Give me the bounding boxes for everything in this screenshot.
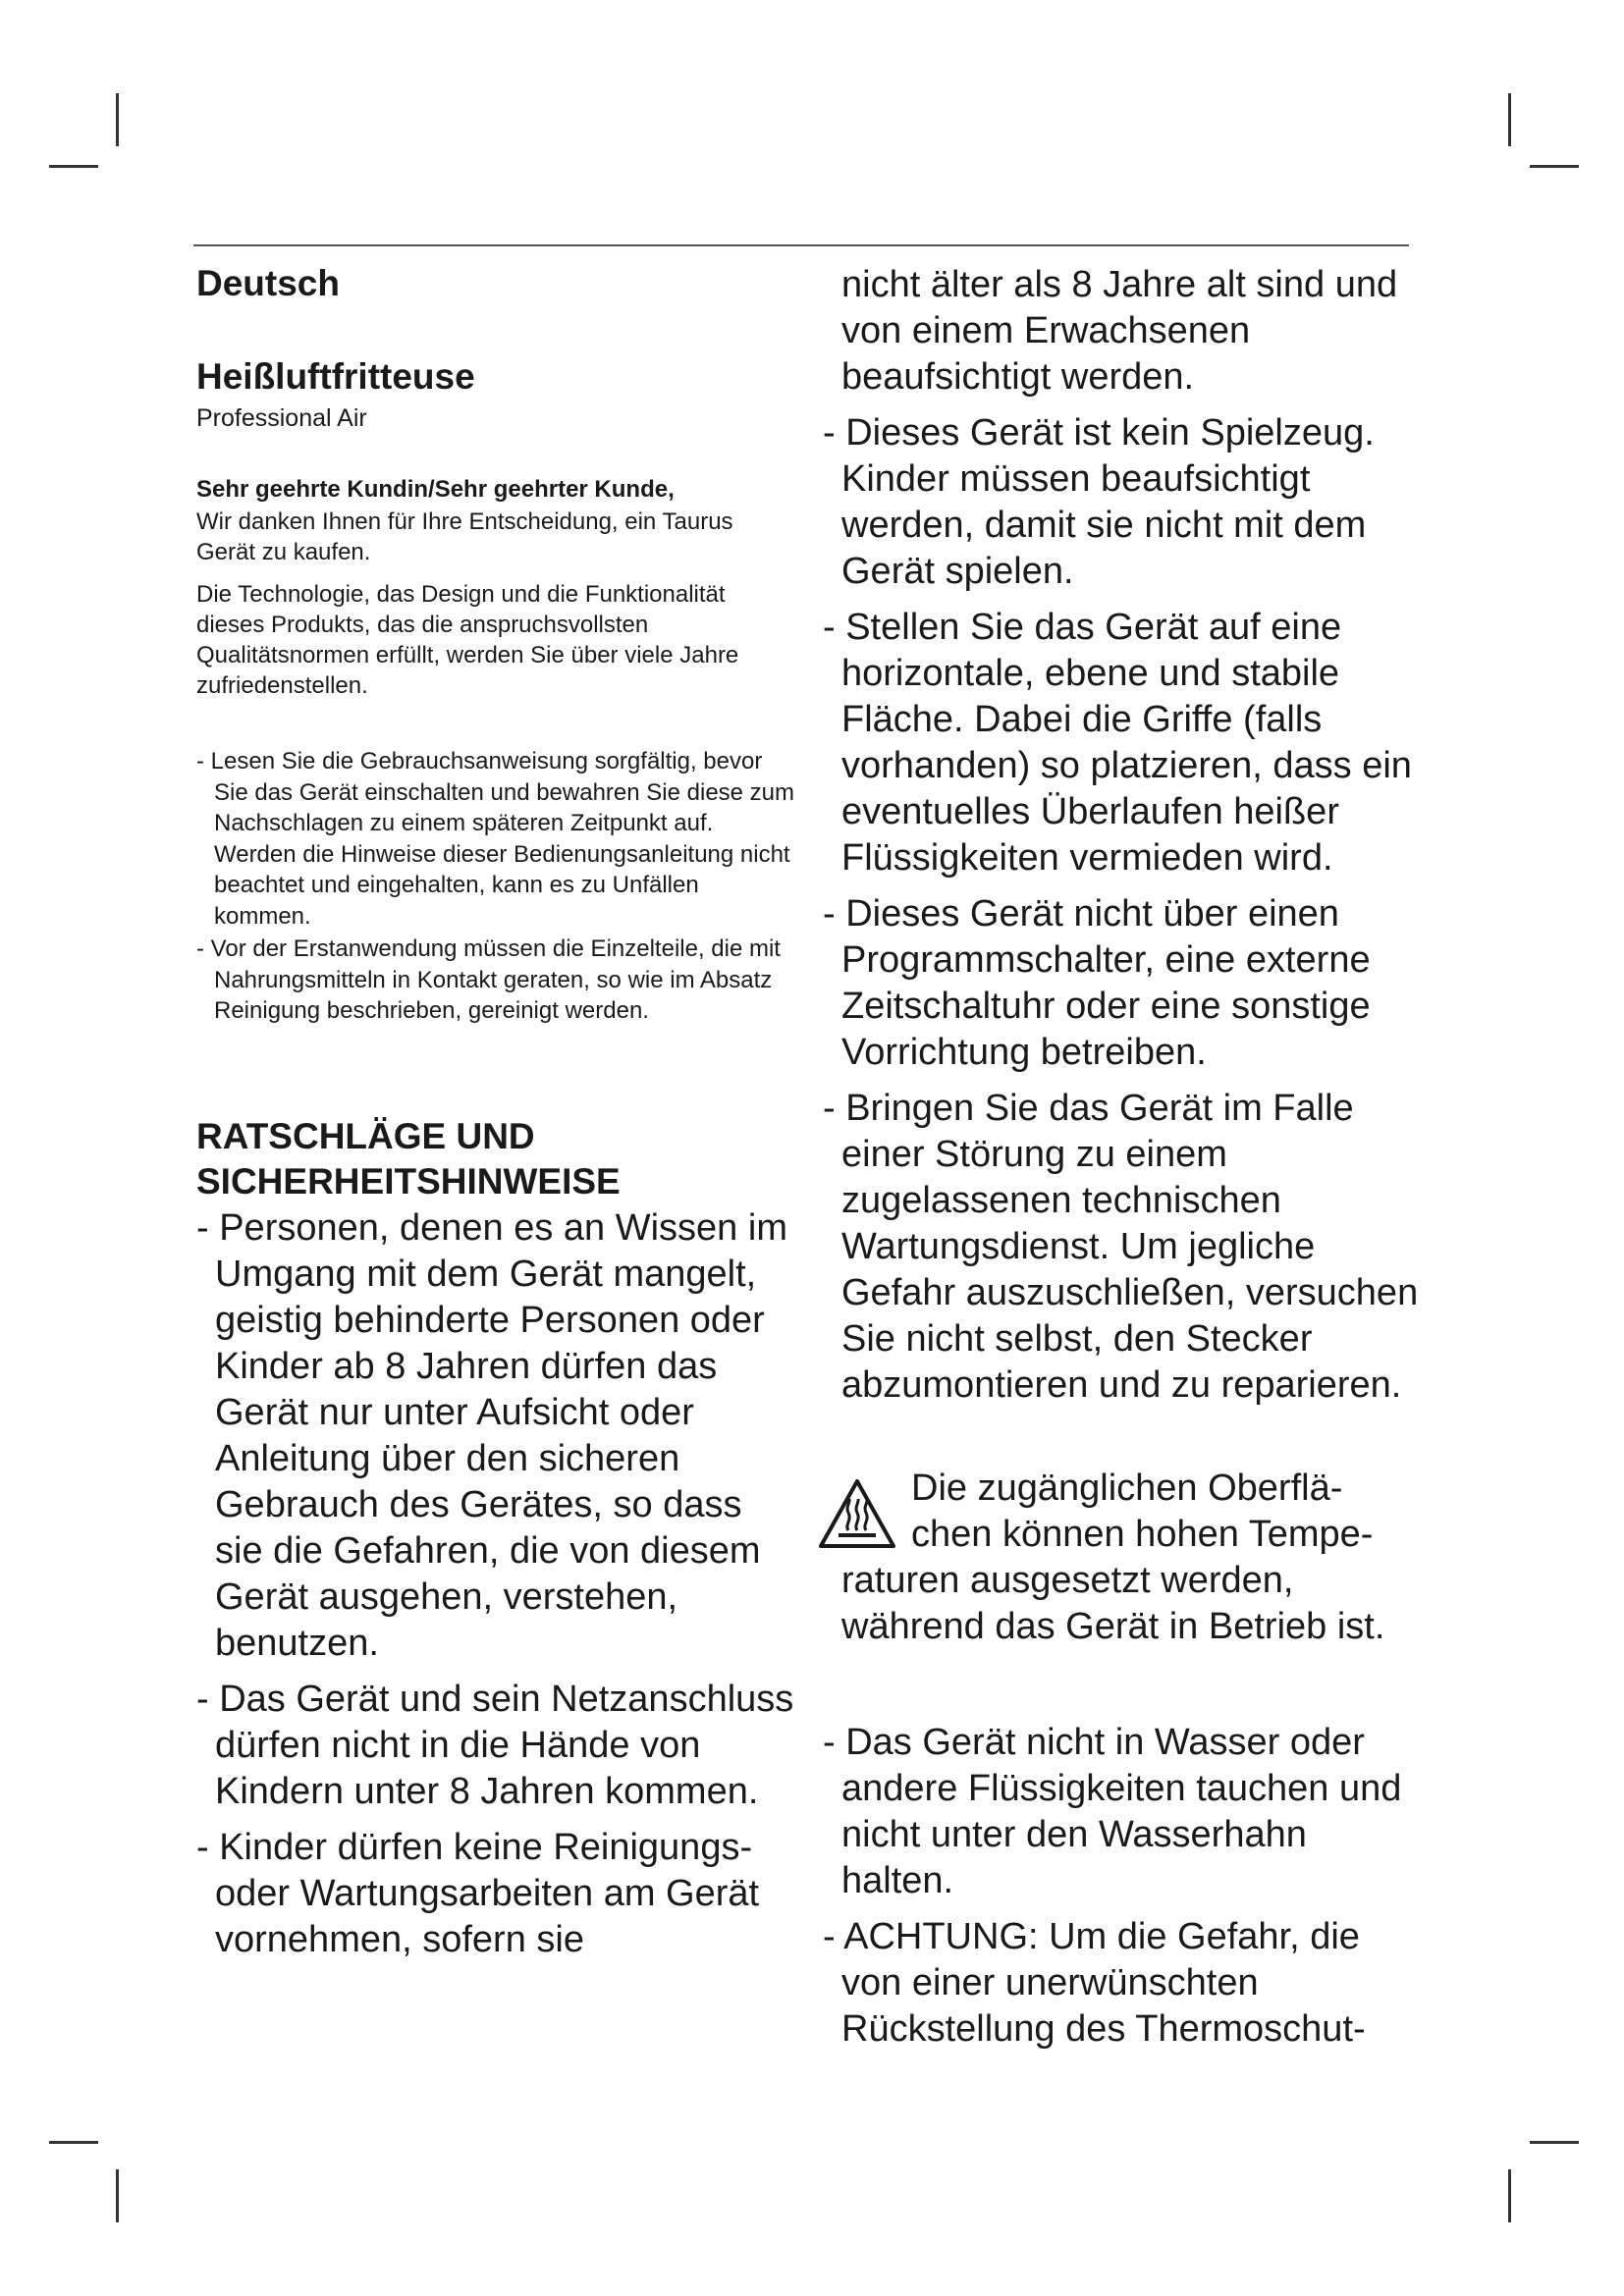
hot-surface-warning xyxy=(823,1466,1424,1650)
list-item: - Vor der Erstanwendung müssen die Einzelteile, die mit Nahrungsmitteln in Kontakt geraten, so wie im Absatz Reinigung beschrieben, gereinigt werden. xyxy=(196,935,781,1024)
list-item: - Stellen Sie das Gerät auf eine horizontale, ebene und stabile Fläche. Dabei die Griffe (falls vorhanden) so platzieren, dass ein eventuelles Überlaufen heißer Flüssigkeiten vermieden wird. xyxy=(823,607,1412,879)
crop-mark xyxy=(116,2169,119,2222)
safety-list-right xyxy=(823,262,1424,1418)
list-item: - Kinder dürfen keine Reinigungs- oder Wartungsarbeiten am Gerät vornehmen, sofern sie xyxy=(196,1827,760,1960)
safety-list-right-continued xyxy=(823,1720,1424,2062)
list-item: - Lesen Sie die Gebrauchsanweisung sorgfältig, bevor Sie das Gerät einschalten und bewahren Sie diese zum Nachschlagen zu einem späteren Zeitpunkt auf. Werden die Hinweise dieser Bedienungsanleitung nicht beachtet und eingehalten, kann es zu Unfällen kommen. xyxy=(196,748,795,930)
warning-line: raturen ausgesetzt werden, während das Gerät in Betrieb ist. xyxy=(841,1560,1385,1647)
greeting: Sehr geehrte Kundin/Sehr geehrter Kunde, xyxy=(196,476,675,503)
hot-surface-warning-icon xyxy=(817,1477,897,1550)
warning-text xyxy=(823,1466,1424,1650)
warning-line: Die zugänglichen Oberflä- xyxy=(911,1468,1343,1509)
crop-mark xyxy=(49,165,98,168)
crop-mark xyxy=(1530,2141,1579,2144)
section-title: RATSCHLÄGE UND SICHERHEITSHINWEISE xyxy=(196,1116,621,1201)
crop-mark xyxy=(1508,2169,1511,2222)
crop-mark xyxy=(116,93,119,146)
crop-mark xyxy=(49,2141,98,2144)
list-item: - Das Gerät nicht in Wasser oder andere Flüssigkeiten tauchen und nicht unter den Wasserhahn halten. xyxy=(823,1722,1402,1901)
model-name: Professional Air xyxy=(196,404,367,432)
preliminary-notes xyxy=(196,746,795,1029)
crop-mark xyxy=(1530,165,1579,168)
header-rule xyxy=(193,244,1409,246)
list-item: - ACHTUNG: Um die Gefahr, die von einer unerwünschten Rückstellung des Thermoschut- xyxy=(823,1916,1366,2050)
product-title: Heißluftfritteuse xyxy=(196,356,475,397)
list-item: - Bringen Sie das Gerät im Falle einer Störung zu einem zugelassenen technischen Wartungsdienst. Um jegliche Gefahr auszuschließen, versuchen Sie nicht selbst, den Stecker abzumontieren und zu reparieren. xyxy=(823,1088,1419,1406)
intro-paragraph: Die Technologie, das Design und die Funktionalität dieses Produkts, das die anspruchsvollsten Qualitätsnormen erfüllt, werden Sie über viele Jahre zufriedenstellen. xyxy=(196,581,739,699)
list-item-continuation: nicht älter als 8 Jahre alt sind und von einem Erwachsenen beaufsichtigt werden. xyxy=(841,264,1398,398)
list-item: - Dieses Gerät nicht über einen Programmschalter, eine externe Zeitschaltuhr oder eine sonstige Vorrichtung betreiben. xyxy=(823,893,1371,1073)
intro-paragraph: Wir danken Ihnen für Ihre Entscheidung, ein Taurus Gerät zu kaufen. xyxy=(196,508,733,565)
list-item: - Das Gerät und sein Netzanschluss dürfen nicht in die Hände von Kindern unter 8 Jahren kommen. xyxy=(196,1679,794,1812)
safety-list-left xyxy=(196,1205,797,1973)
language-heading: Deutsch xyxy=(196,263,340,303)
warning-line: chen können hohen Tempe- xyxy=(911,1514,1374,1555)
list-item: - Dieses Gerät ist kein Spielzeug. Kinder müssen beaufsichtigt werden, damit sie nicht mit dem Gerät spielen. xyxy=(823,412,1375,592)
crop-mark xyxy=(1508,93,1511,146)
list-item: - Personen, denen es an Wissen im Umgang mit dem Gerät mangelt, geistig behinderte Personen oder Kinder ab 8 Jahren dürfen das Gerät nur unter Aufsicht oder Anleitung über den sicheren Gebrauch des Gerätes, so dass sie die Gefahren, die von diesem Gerät ausgehen, verstehen, benutzen. xyxy=(196,1207,787,1664)
